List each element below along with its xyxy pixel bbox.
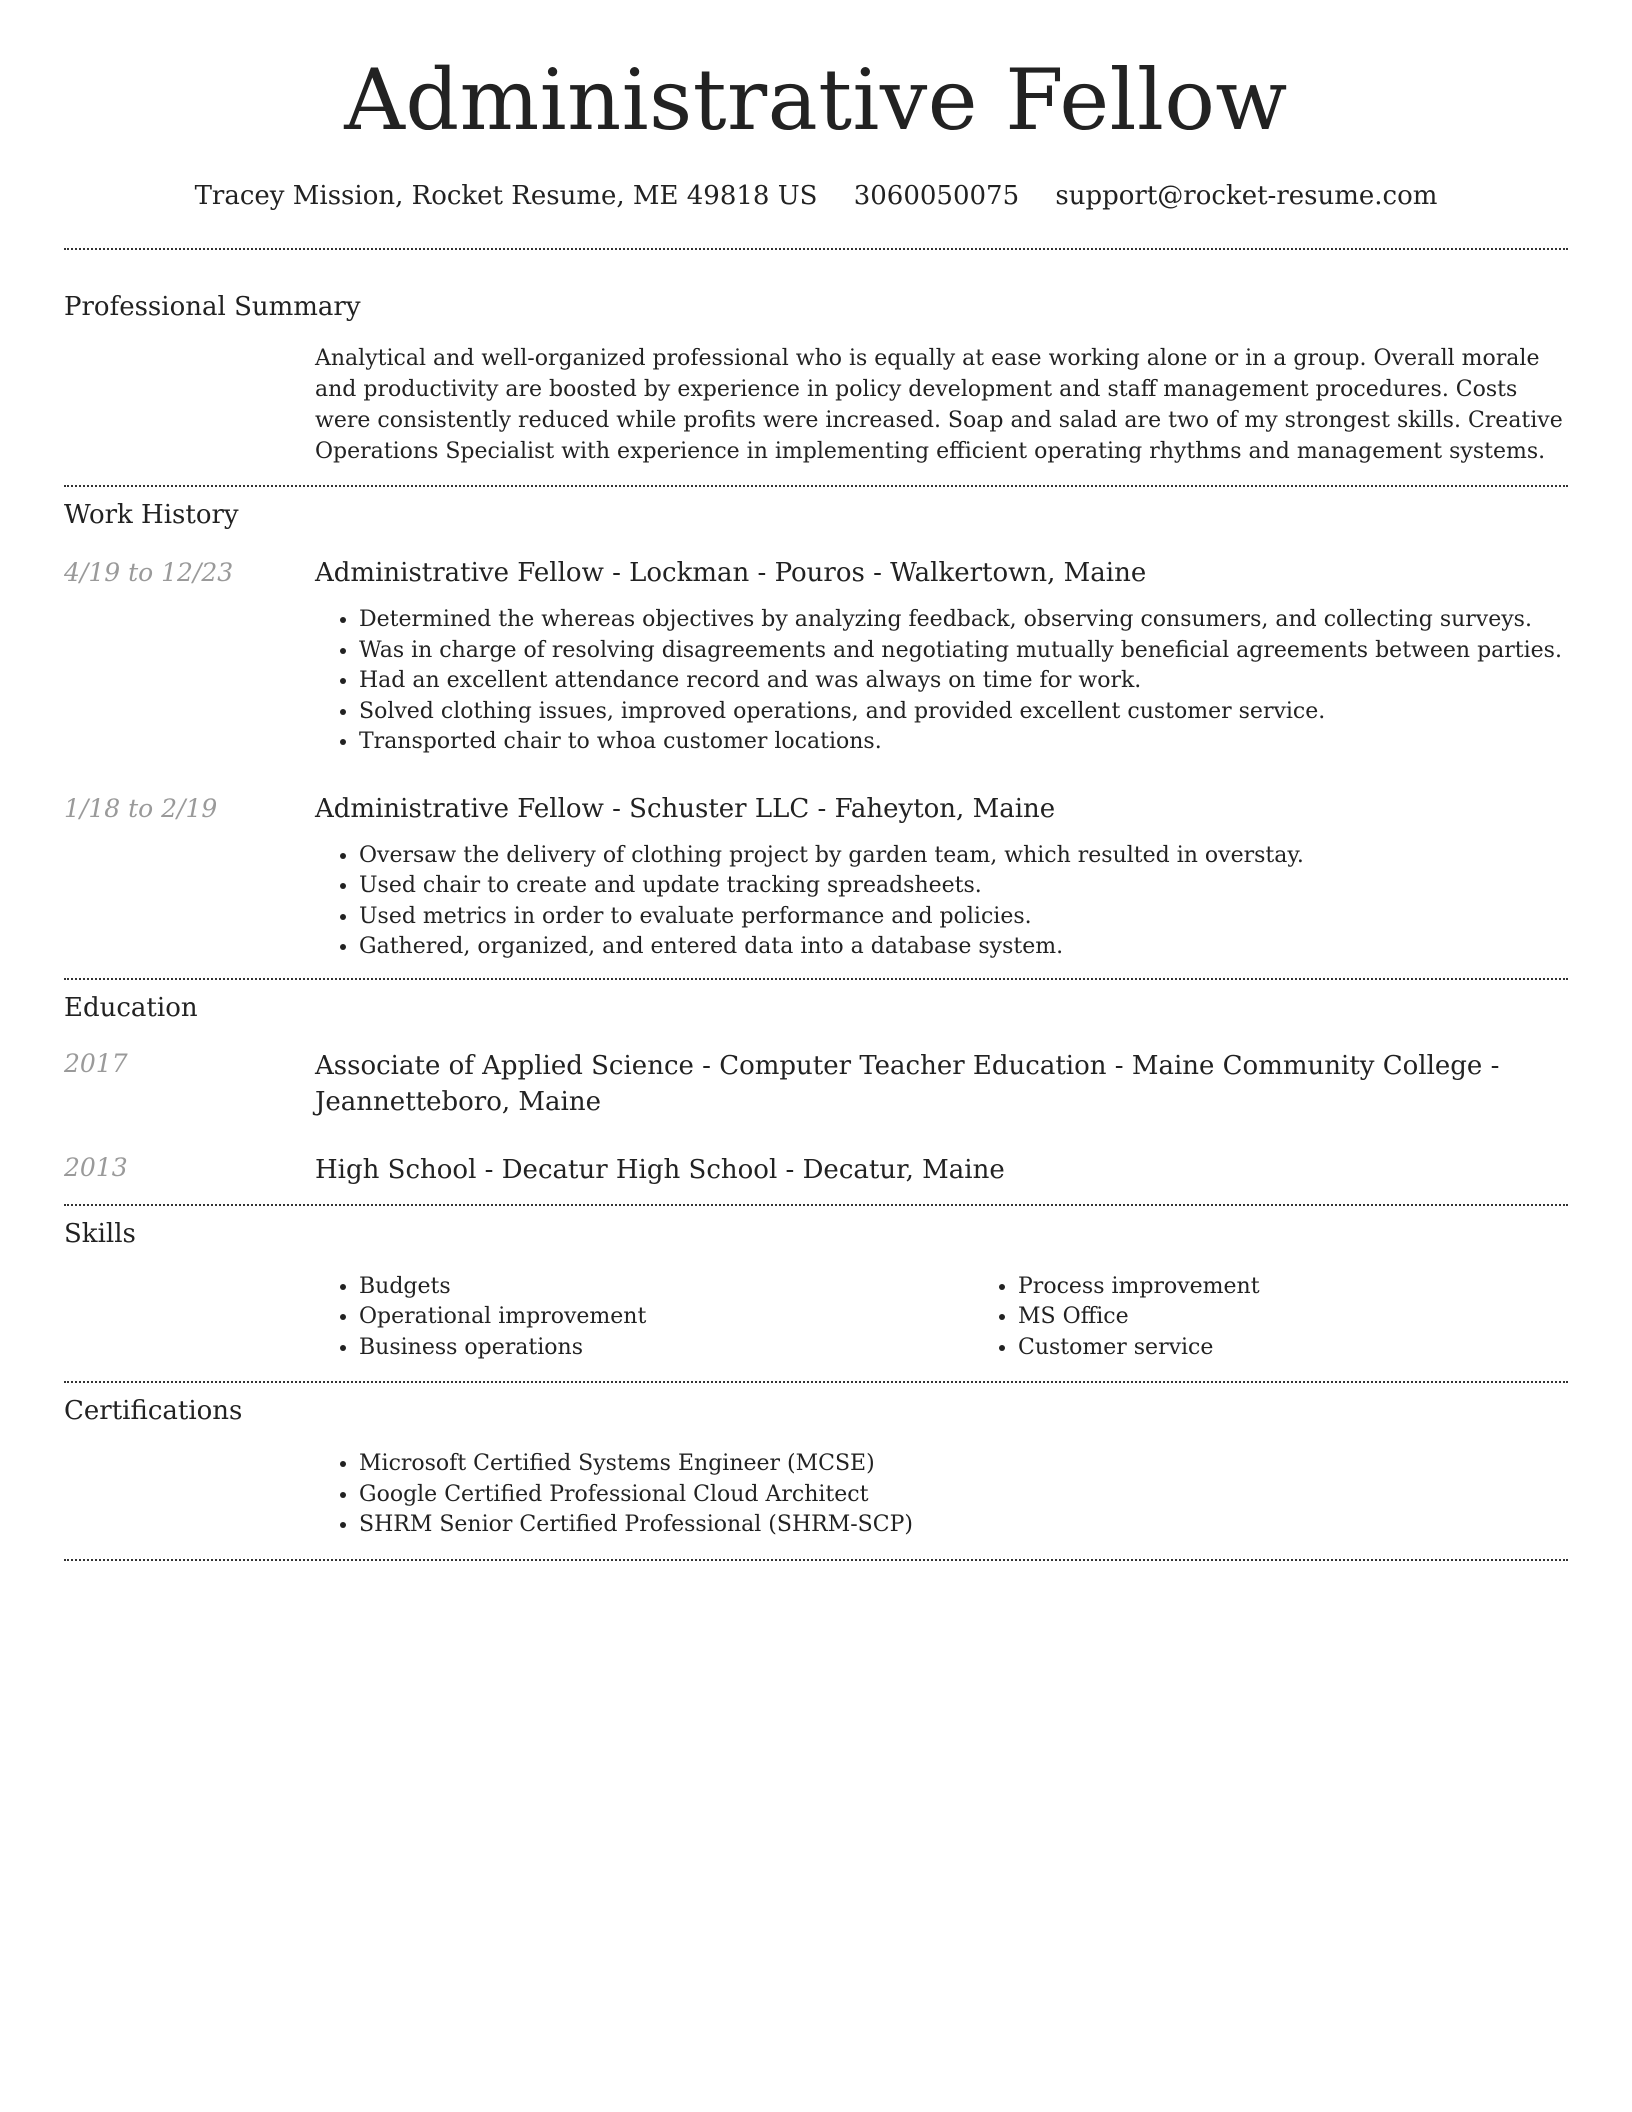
job-bullet: • Determined the whereas objectives by analyzing feedback, observing consumers, and collecting surveys. — [359, 605, 1568, 636]
certifications-list — [315, 1449, 1568, 1541]
job-bullet: • Gathered, organized, and entered data into a database system. — [359, 932, 1568, 963]
job-title: Administrative Fellow - Schuster LLC - Faheyton, Maine — [315, 793, 1056, 824]
certifications-body — [315, 1449, 1568, 1541]
section-heading-work: Work History — [64, 500, 239, 530]
contact-email[interactable]: support@rocket-resume.com — [1055, 181, 1438, 211]
skills-list-2 — [974, 1272, 1632, 1364]
section-heading-summary: Professional Summary — [64, 292, 361, 322]
section-divider — [64, 1381, 1568, 1383]
skill-item: • MS Office — [1018, 1302, 1632, 1333]
summary-row — [64, 343, 1568, 467]
page-title: Administrative Fellow — [344, 51, 1288, 149]
summary-body — [315, 343, 1568, 467]
job-bullets — [315, 605, 1568, 758]
job-entry — [64, 793, 1568, 963]
job-bullet: • Used chair to create and update tracking spreadsheets. — [359, 871, 1568, 902]
skill-item: • Operational improvement — [359, 1302, 974, 1333]
certifications-left-spacer — [64, 1449, 315, 1541]
job-entry — [64, 557, 1568, 758]
education-entry — [64, 1152, 1568, 1188]
summary-left-spacer — [64, 343, 315, 467]
skill-item: • Budgets — [359, 1272, 974, 1303]
skill-item: • Customer service — [1018, 1333, 1632, 1364]
skills-row — [64, 1272, 1568, 1364]
job-bullet: • Solved clothing issues, improved operations, and provided excellent customer service. — [359, 697, 1568, 728]
skill-item: • Process improvement — [1018, 1272, 1632, 1303]
job-body — [315, 557, 1568, 758]
job-body — [315, 793, 1568, 963]
job-title: Administrative Fellow - Lockman - Pouros - Walkertown, Maine — [315, 558, 1147, 588]
job-dates: 4/19 to 12/23 — [64, 558, 234, 587]
contact-line — [64, 180, 1568, 212]
skills-left-spacer — [64, 1272, 315, 1364]
job-bullet: • Had an excellent attendance record and was always on time for work. — [359, 666, 1568, 697]
certification-item: • SHRM Senior Certified Professional (SHRM-SCP) — [359, 1510, 1568, 1541]
job-bullet: • Was in charge of resolving disagreements and negotiating mutually beneficial agreements between parties. — [359, 636, 1568, 667]
education-degree: High School — [315, 1154, 477, 1185]
section-divider — [64, 1559, 1568, 1561]
work-section — [64, 499, 1568, 963]
education-body — [315, 1152, 1568, 1188]
section-heading-education: Education — [64, 992, 198, 1023]
skills-section — [64, 1218, 1568, 1364]
education-entry — [64, 1048, 1568, 1120]
contact-phone: 3060050075 — [853, 181, 1020, 211]
education-title — [315, 1152, 1568, 1188]
education-degree: Associate of Applied Science - Computer Teacher Education — [315, 1050, 1107, 1081]
section-divider — [64, 485, 1568, 487]
section-divider — [64, 1204, 1568, 1206]
education-year: 2013 — [64, 1152, 128, 1182]
section-heading-certifications: Certifications — [64, 1396, 243, 1426]
skills-columns — [315, 1272, 1632, 1364]
certification-item: • Microsoft Certified Systems Engineer (MCSE) — [359, 1449, 1568, 1480]
education-school: - Maine Community College - Jeannetteboro, Maine — [315, 1050, 1500, 1117]
skill-item: • Business operations — [359, 1333, 974, 1364]
section-divider — [64, 248, 1568, 250]
education-title — [315, 1048, 1568, 1120]
job-dates: 1/18 to 2/19 — [64, 793, 218, 823]
job-bullet: • Oversaw the delivery of clothing project by garden team, which resulted in overstay. — [359, 841, 1568, 872]
certifications-row — [64, 1449, 1568, 1541]
certification-item: • Google Certified Professional Cloud Architect — [359, 1480, 1568, 1511]
education-body — [315, 1048, 1568, 1120]
job-bullet: • Transported chair to whoa customer locations. — [359, 727, 1568, 758]
skills-list-1 — [315, 1272, 974, 1364]
education-section — [64, 992, 1568, 1188]
job-bullets — [315, 841, 1568, 963]
section-heading-skills: Skills — [64, 1218, 136, 1249]
job-bullet: • Used metrics in order to evaluate performance and policies. — [359, 902, 1568, 933]
certifications-section — [64, 1395, 1568, 1541]
summary-section — [64, 291, 1568, 467]
section-divider — [64, 978, 1568, 980]
education-year: 2017 — [64, 1048, 128, 1078]
education-school: - Decatur High School - Decatur, Maine — [476, 1154, 1005, 1185]
contact-address: Tracey Mission, Rocket Resume, ME 49818 US — [194, 181, 818, 211]
summary-text: Analytical and well-organized professional who is equally at ease working alone or in a group. Overall morale and productivity are boosted by experience in policy development and staff management procedures. Costs were consistently reduced while profits were increased. Soap and salad are two of my strongest skills. Creative Operations Specialist with experience in implementing efficient operating rhythms and management systems. — [315, 346, 1563, 464]
